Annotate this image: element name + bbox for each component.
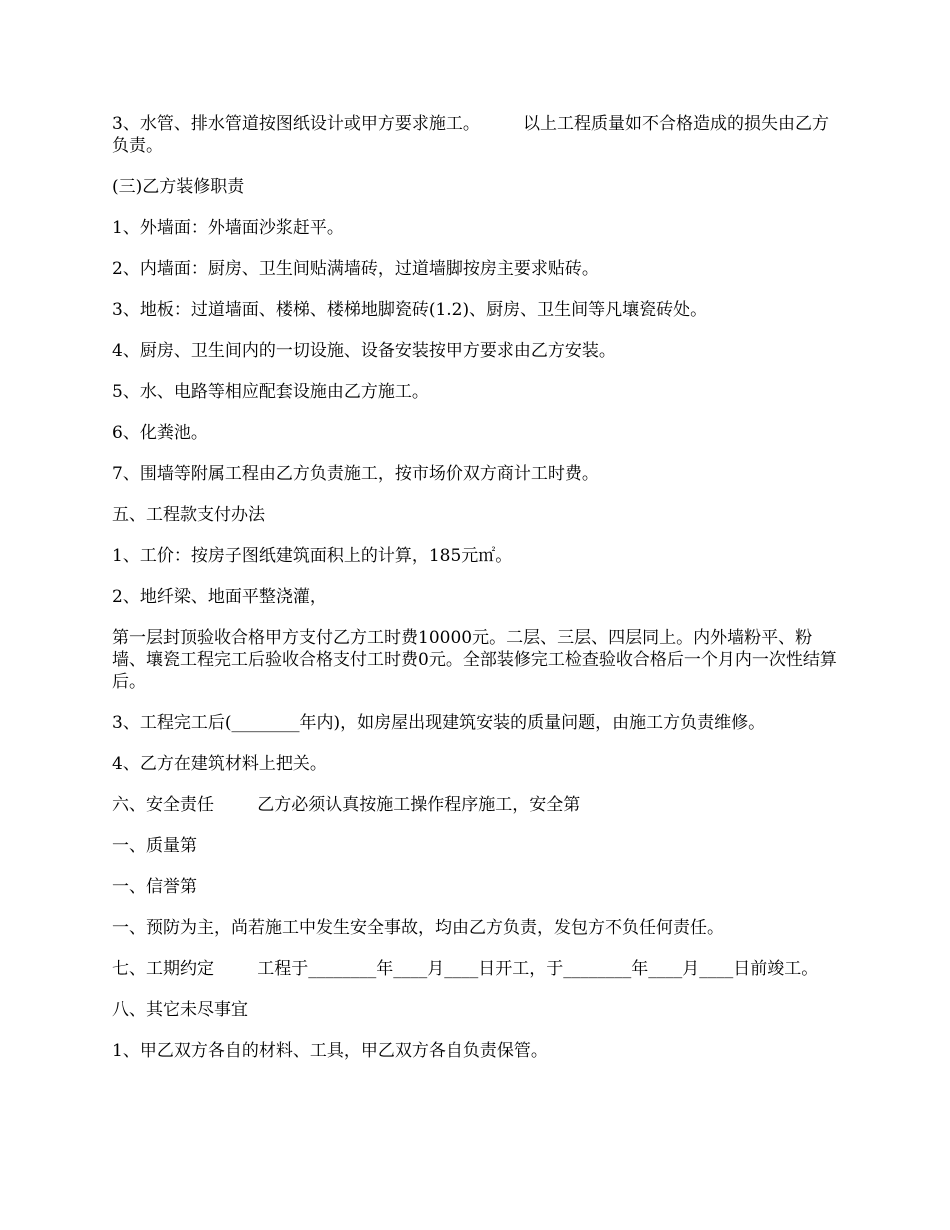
- paragraph-floor: 3、地板：过道墙面、楼梯、楼梯地脚瓷砖(1.2)、厨房、卫生间等凡壤瓷砖处。: [112, 300, 708, 320]
- section-heading-party-b-decoration: (三)乙方装修职责: [112, 177, 245, 197]
- paragraph-warranty: 3、工程完工后(________年内)，如房屋出现建筑安装的质量问题，由施工方负责维修。: [112, 713, 766, 733]
- section-heading-schedule: 七、工期约定 工程于________年____月____日开工，于________年____月____日前竣工。: [112, 959, 819, 979]
- paragraph-water-pipes: 3、水管、排水管道按图纸设计或甲方要求施工。 以上工程质量如不合格造成的损失由乙方负责。: [112, 114, 830, 156]
- paragraph-materials-check: 4、乙方在建筑材料上把关。: [112, 754, 327, 774]
- paragraph-quality-first: 一、质量第: [112, 836, 197, 856]
- paragraph-kitchen-bathroom: 4、厨房、卫生间内的一切设施、设备安装按甲方要求由乙方安装。: [112, 341, 616, 361]
- paragraph-reputation-first: 一、信誉第: [112, 877, 197, 897]
- paragraph-prevention: 一、预防为主，尚若施工中发生安全事故，均由乙方负责，发包方不负任何责任。: [112, 918, 724, 938]
- paragraph-water-electric: 5、水、电路等相应配套设施由乙方施工。: [112, 382, 429, 402]
- paragraph-interior-wall: 2、内墙面：厨房、卫生间贴满墙砖，过道墙脚按房主要求贴砖。: [112, 259, 599, 279]
- paragraph-unit-price: 1、工价：按房子图纸建筑面积上的计算，185元㎡。: [112, 546, 513, 566]
- section-heading-payment: 五、工程款支付办法: [112, 505, 265, 525]
- paragraph-enclosure-wall: 7、围墙等附属工程由乙方负责施工，按市场价双方商计工时费。: [112, 464, 599, 484]
- paragraph-payment-schedule: 第一层封顶验收合格甲方支付乙方工时费10000元。二层、三层、四层同上。内外墙粉平、粉墙、壤瓷工程完工后验收合格支付工时费0元。全部装修完工检查验收合格后一个月内一次性结算后。: [112, 628, 837, 692]
- paragraph-septic-tank: 6、化粪池。: [112, 423, 208, 443]
- document-body: [112, 113, 838, 1081]
- paragraph-ground-beam: 2、地纤梁、地面平整浇灌，: [112, 587, 327, 607]
- section-heading-other-matters: 八、其它未尽事宜: [112, 1000, 248, 1020]
- paragraph-exterior-wall: 1、外墙面：外墙面沙浆赶平。: [112, 218, 344, 238]
- section-heading-safety: 六、安全责任 乙方必须认真按施工操作程序施工，安全第: [112, 795, 581, 815]
- paragraph-materials-custody: 1、甲乙双方各自的材料、工具，甲乙双方各自负责保管。: [112, 1041, 548, 1061]
